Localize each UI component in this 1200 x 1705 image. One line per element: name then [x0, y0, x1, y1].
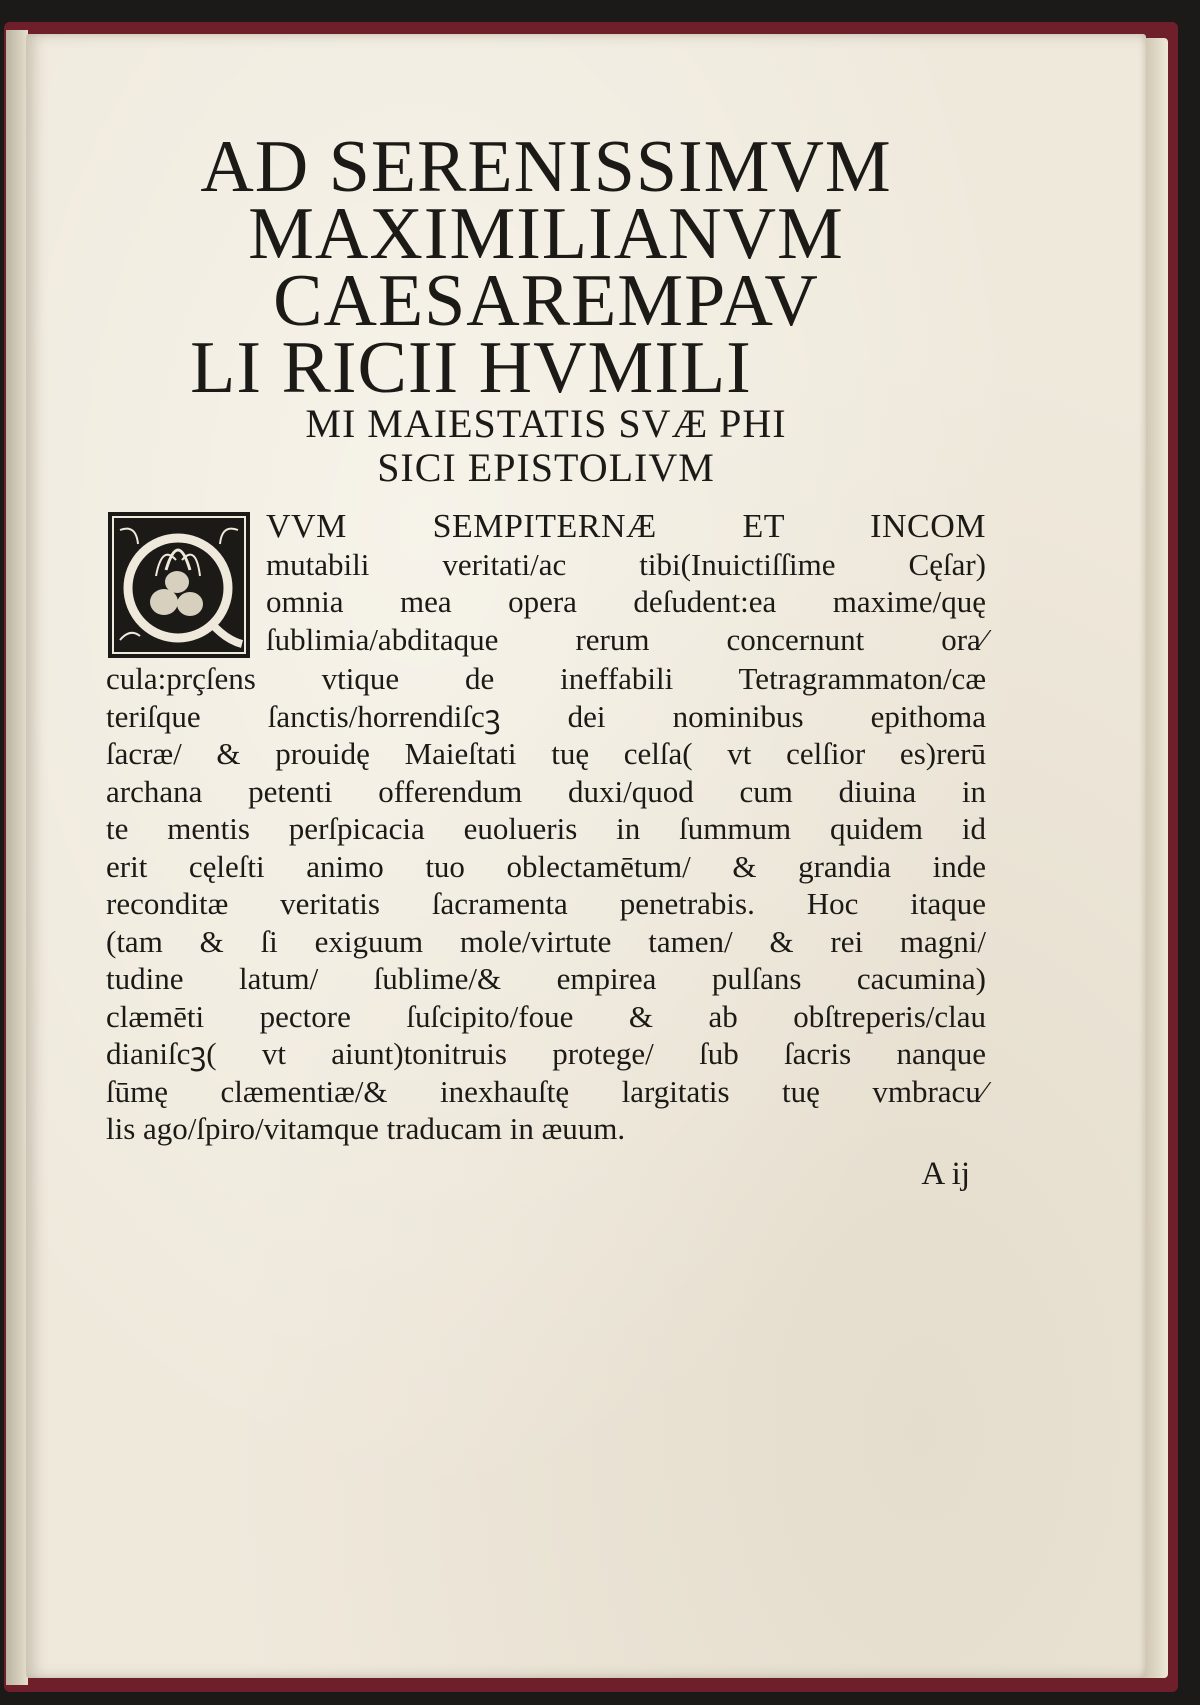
book-page [26, 34, 1146, 1678]
left-page-edge [6, 30, 28, 1685]
letter-body [106, 508, 986, 1193]
text-line: ſūmę clæmentiæ/& inexhauſtę largitatis tuę vmbracu⁄ [106, 1073, 986, 1109]
signature-mark: A ij [921, 1155, 970, 1192]
page-content [106, 126, 986, 1193]
text-line: mutabili veritati/ac tibi(Inuictiſſime Cęſar) [266, 546, 986, 582]
title-line: MI MAIESTATIS SVÆ PHI [305, 401, 787, 446]
text-line: lis ago/ſpiro/vitamque traducam in æuum. [106, 1111, 626, 1146]
text-line: erit cęleſti animo tuo oblectamētum/ & grandia inde [106, 848, 986, 884]
text-line: clæmēti pectore ſuſcipito/foue & ab obſtreperis/clau [106, 998, 986, 1034]
text-line: reconditæ veritatis ſacramenta penetrabis. Hoc itaque [106, 886, 986, 921]
text-line: VVM SEMPITERNÆ ET INCOM [266, 508, 986, 545]
text-line: omnia mea opera deſudent:ea maxime/quę [266, 584, 986, 619]
text-line: ſublimia/abditaque rerum concernunt ora⁄ [266, 621, 986, 657]
page-title [106, 126, 986, 490]
initial-wrapped-lines [266, 508, 986, 658]
decorated-initial-icon [106, 510, 252, 660]
text-line: archana petenti offerendum duxi/quod cum diuina in [106, 773, 986, 809]
text-line: tudine latum/ ſublime/& empirea pulſans cacumina) [106, 961, 986, 996]
title-line: CAESAREMPAV [273, 260, 819, 342]
text-line: ſacræ/ & prouidę Maieſtati tuę celſa( vt celſior es)rerū [106, 736, 986, 771]
text-line: teriſque ſanctis/horrendiſcꝫ dei nominibus epithoma [106, 698, 986, 734]
text-line: te mentis perſpicacia euolueris in ſummum quidem id [106, 811, 986, 846]
text-line: cula:prçſens vtique de ineffabili Tetragrammaton/cæ [106, 661, 986, 696]
text-line: (tam & ſi exiguum mole/virtute tamen/ & rei magni/ [106, 923, 986, 959]
text-line: dianiſcꝫ( vt aiunt)tonitruis protege/ ſub ſacris nanque [106, 1036, 986, 1071]
opening-paragraph [106, 508, 986, 660]
title-line: LI RICII HVMILI [190, 327, 752, 409]
title-line: AD SERENISSIMVM [200, 126, 892, 208]
title-line: MAXIMILIANVM [248, 193, 844, 275]
title-line: SICI EPISTOLIVM [377, 445, 715, 490]
